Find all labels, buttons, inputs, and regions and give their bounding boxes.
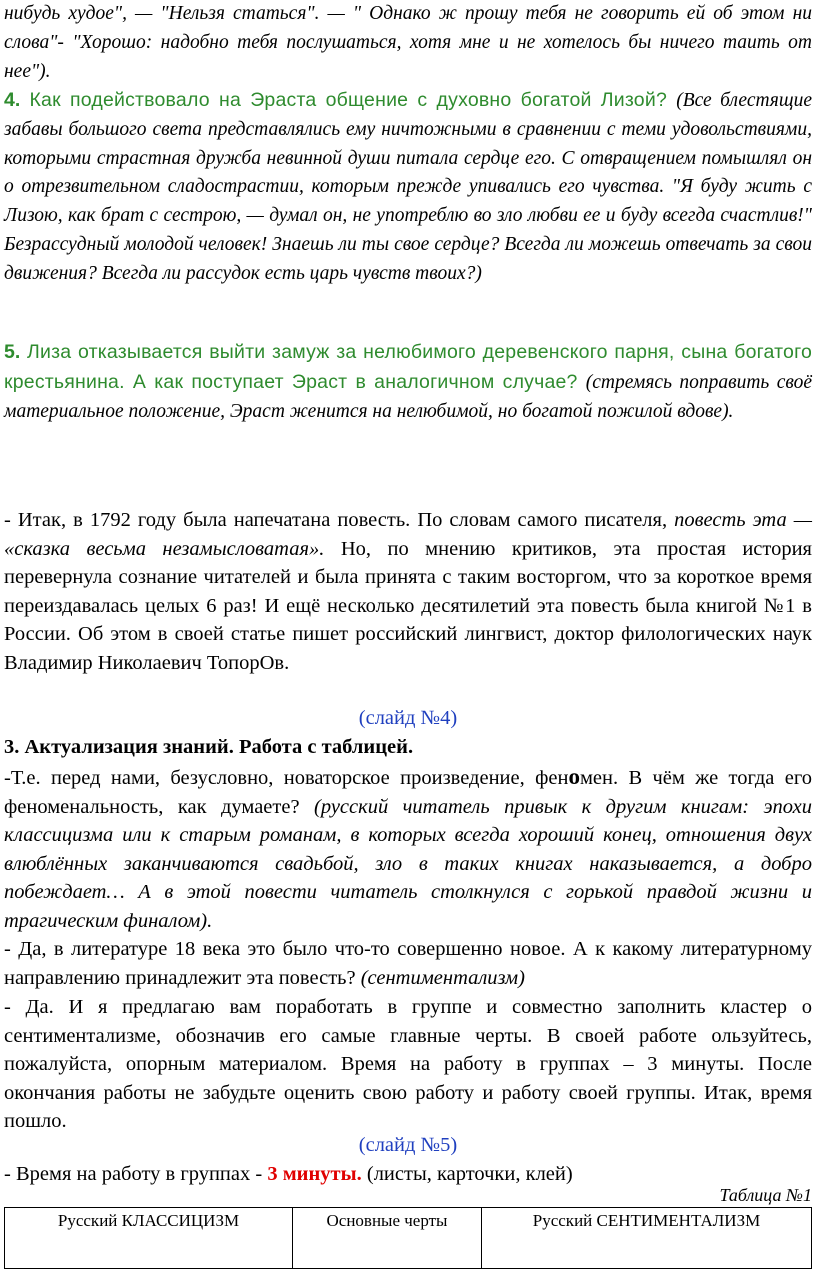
- header-sentimentalism: Русский СЕНТИМЕНТАЛИЗМ: [482, 1208, 812, 1269]
- question-4-answer: (Все блестящие забавы большого света представлялись ему ничтожными в сравнении с теми удовольствиями, которыми страстная дружба невинной души питала сердце его. С отвращением помышлял он о отрезвительном сладострастии, которым прежде упивались его чувства. "Я буду жить с Лизою, как брат с сестрою, — думал он, не употреблю во зло любви ее и буду всегда счастлив!" Безрассудный молодой человек! Знаешь ли ты свое сердце? Всегда ли можешь отвечать за свои движения? Всегда ли рассудок есть царь чувств твоих?): [4, 90, 812, 284]
- paragraph-timer: [4, 1160, 812, 1189]
- table-header-row: [5, 1208, 812, 1269]
- phenomenon-text-a: -Т.е. перед нами, безусловно, новаторское произведение, фен: [4, 767, 569, 789]
- question-4: [4, 86, 812, 289]
- paragraph-group-work: - Да. И я предлагаю вам поработать в группе и совместно заполнить кластер о сентиментализме, обозначив его самые главные черты. В своей работе ользуйтесь, пожалуйста, опорным материалом. Время на работу в группах – 3 минуты. После окончания работы не забудьте оценить свою работу и работу своей группы. Итак, время пошло.: [4, 996, 812, 1133]
- dialogue-text: нибудь худое", — "Нельзя статься". — " Однако ж прошу тебя не говорить ей об этом ни слова"- "Хорошо: надобно тебя послушаться, хотя мне и не хотелось бы ничего таить от нее").: [4, 3, 812, 82]
- paragraph-1792-intro: - Итак, в 1792 году была напечатана повесть. По словам самого писателя,: [4, 509, 675, 531]
- question-5-answer: (стремясь поправить своё материальное положение, Эраст женится на нелюбимой, но богатой пожилой вдове).: [4, 371, 812, 422]
- paragraph-dialogue-end: [4, 0, 812, 86]
- question-5-number: 5.: [4, 341, 21, 363]
- question-5: [4, 338, 812, 426]
- header-classicism: Русский КЛАССИЦИЗМ: [5, 1208, 293, 1269]
- question-4-text: Как подействовало на Эраста общение с духовно богатой Лизой?: [20, 89, 677, 111]
- paragraph-1792: [4, 506, 812, 678]
- paragraph-1792-body: Но, по мнению критиков, эта простая история перевернула сознание читателей и была принята с таким восторгом, что за короткое время переиздавалась целых 6 раз! И ещё несколько десятилетий эта повесть была книгой №1 в России. Об этом в своей статье пишет российский лингвист, доктор филологических наук Владимир Николаевич ТопорОв.: [4, 537, 812, 674]
- slide-4-label: (слайд №4): [358, 707, 458, 729]
- paragraph-direction: [4, 935, 812, 992]
- timer-text: - Время на работу в группах -: [4, 1163, 268, 1185]
- stressed-letter-o: о: [568, 764, 580, 789]
- question-4-number: 4.: [4, 89, 21, 111]
- author-quote: повесть эта — «сказка весьма незамысловатая».: [4, 509, 812, 560]
- phenomenon-text-b: мен. В чём же тогда его феноменальность, как думаете?: [4, 767, 812, 818]
- table-caption: Таблица №1: [719, 1185, 812, 1205]
- header-main-features: Основные черты: [293, 1208, 482, 1269]
- direction-question: - Да, в литературе 18 века это было что-то совершенно новое. А к какому литературному направлению принадлежит эта повесть?: [4, 938, 812, 989]
- timer-duration: 3 минуты.: [267, 1163, 362, 1185]
- direction-answer: (сентиментализм): [360, 966, 525, 989]
- section-3-heading: 3. Актуализация знаний. Работа с таблицей.: [4, 736, 414, 758]
- question-5-text: Лиза отказывается выйти замуж за нелюбимого деревенского парня, сына богатого крестьянина. А как поступает Эраст в аналогичном случае?: [4, 341, 812, 393]
- phenomenon-answer: (русский читатель привык к другим книгам: эпохи классицизма или к старым романам, в которых всегда хороший конец, отношения двух влюблённых заканчиваются свадьбой, зло в таких книгах наказывается, а добро побеждает… А в этой повести читатель столкнулся с горькой правдой жизни и трагическим финалом).: [4, 795, 812, 932]
- comparison-table: [4, 1207, 812, 1269]
- timer-materials: (листы, карточки, клей): [361, 1163, 573, 1185]
- paragraph-phenomenon: [4, 763, 812, 936]
- slide-5-label: (слайд №5): [358, 1134, 458, 1156]
